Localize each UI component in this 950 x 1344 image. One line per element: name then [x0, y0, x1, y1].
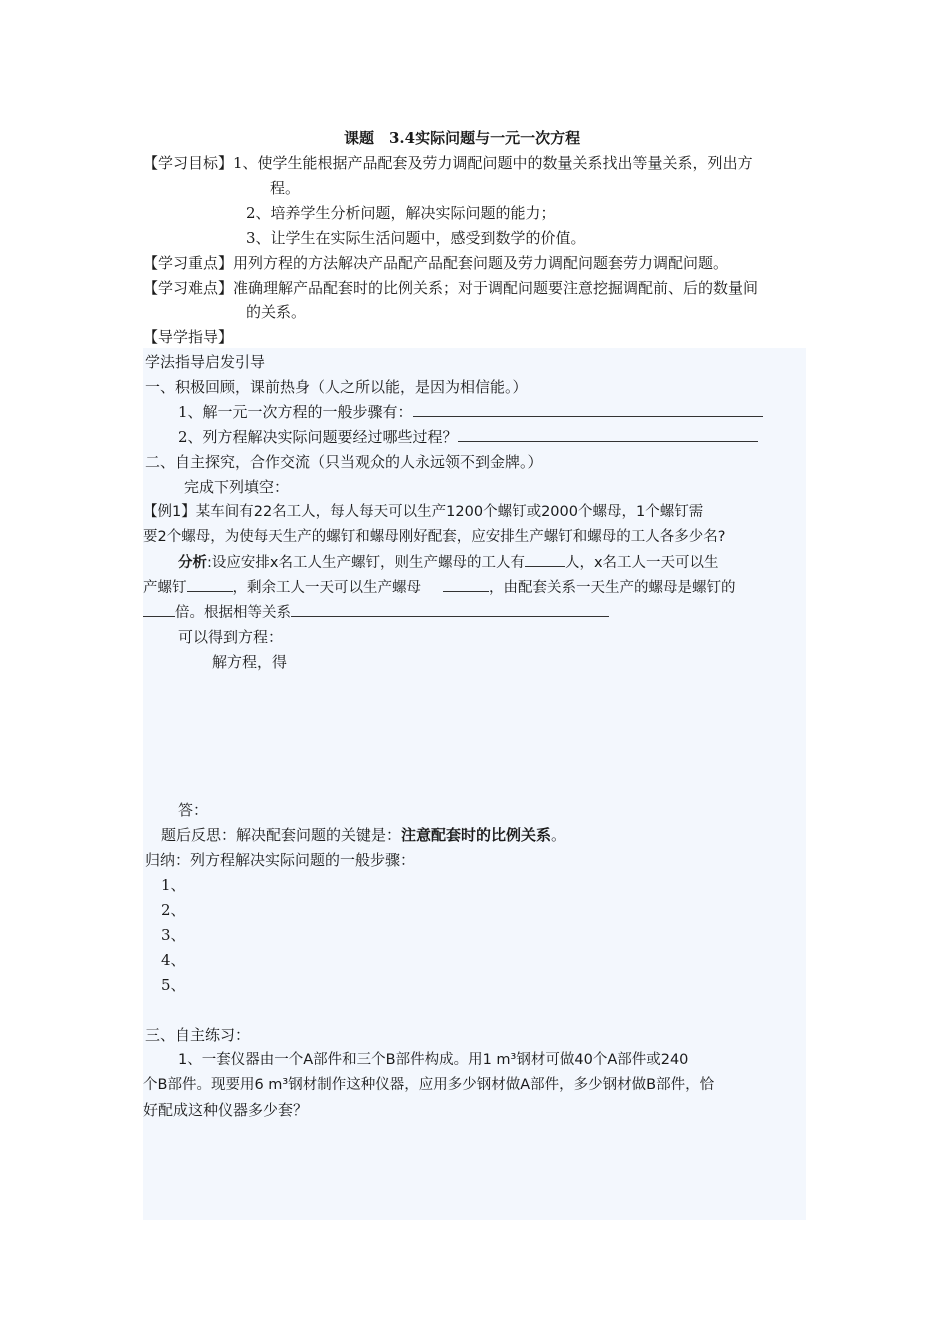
- reflection-key-text: 注意配套时的比例关系: [401, 826, 552, 844]
- key-point-text: 用列方程的方法解决产品配产品配套问题及劳力调配问题套劳力调配问题。: [233, 254, 729, 272]
- key-point-line: [143, 253, 728, 273]
- answer-blank: [187, 577, 233, 592]
- equation-prompt: 可以得到方程：: [178, 628, 284, 646]
- section-2-heading: 二、自主探究，合作交流（只当观众的人永远领不到金牌。）: [145, 453, 543, 471]
- guide-subtitle: 学法指导启发引导: [145, 353, 266, 371]
- example-1-line-1: 【例1】某车间有22名工人，每人每天可以生产1200个螺钉或2000个螺母，1个螺钉需: [143, 504, 704, 520]
- analysis-text: 产螺钉: [143, 580, 187, 596]
- goals-label: 【学习目标】: [143, 154, 234, 172]
- answer-prompt: 答：: [178, 801, 209, 819]
- analysis-text: ，剩余工人一天可以生产螺母: [232, 580, 421, 596]
- step-item: 1、: [161, 876, 186, 894]
- goals-line-1: [143, 153, 753, 173]
- answer-blank: [143, 602, 175, 617]
- step-item: 3、: [161, 926, 186, 944]
- reflection-line: [161, 825, 566, 845]
- answer-blank: [291, 602, 609, 617]
- step-item: 4、: [161, 951, 186, 969]
- section-3-heading: 三、自主练习：: [145, 1026, 251, 1044]
- reflection-text: 。: [551, 826, 567, 844]
- section-1-question-1: [178, 402, 763, 422]
- difficulty-text: 准确理解产品配套时的比例关系；对于调配问题要注意挖掘调配前、后的数量间: [233, 279, 759, 297]
- analysis-label: 分析: [178, 555, 207, 571]
- section-1-heading: 一、积极回顾，课前热身（人之所以能，是因为相信能。）: [145, 378, 528, 396]
- step-item: 2、: [161, 901, 186, 919]
- analysis-text: ，由配套关系一天生产的螺母是螺钉的: [489, 580, 736, 596]
- reflection-text: 题后反思：解决配套问题的关键是：: [161, 826, 402, 844]
- exercise-1-line-2: 个B部件。现要用6 m³钢材制作这种仪器，应用多少钢材做A部件，多少钢材做B部件，恰: [143, 1077, 715, 1093]
- goal-item-3: 3、让学生在实际生活问题中，感受到数学的价值。: [246, 229, 586, 247]
- analysis-line-1: [178, 552, 719, 573]
- difficulty-label: 【学习难点】: [143, 279, 234, 297]
- answer-blank: [525, 552, 565, 567]
- question-1-text: 1、解一元一次方程的一般步骤有：: [178, 403, 413, 421]
- page-title: 课题 3.4实际问题与一元一次方程: [344, 129, 581, 147]
- answer-blank: [443, 577, 489, 592]
- goal-item-1-cont: 程。: [270, 179, 301, 197]
- difficulty-line: [143, 278, 758, 298]
- solve-prompt: 解方程，得: [212, 653, 288, 671]
- answer-blank: [413, 402, 763, 417]
- key-point-label: 【学习重点】: [143, 254, 234, 272]
- analysis-text: 倍。根据相等关系: [175, 605, 291, 621]
- answer-blank: [458, 427, 758, 442]
- analysis-text: 人，x名工人一天可以生: [564, 555, 719, 571]
- difficulty-text-cont: 的关系。: [246, 303, 307, 321]
- question-2-text: 2、列方程解决实际问题要经过哪些过程？: [178, 428, 458, 446]
- analysis-text: :设应安排x名工人生产螺钉，则生产螺母的工人有: [207, 555, 525, 571]
- section-1-question-2: [178, 427, 758, 447]
- fill-instruction: 完成下列填空：: [184, 478, 290, 496]
- step-item: 5、: [161, 976, 186, 994]
- summary-heading: 归纳：列方程解决实际问题的一般步骤：: [145, 851, 416, 869]
- example-1-line-2: 要2个螺母，为使每天生产的螺钉和螺母刚好配套，应安排生产螺钉和螺母的工人各多少名?: [143, 529, 726, 545]
- guide-label: 【导学指导】: [143, 328, 234, 346]
- exercise-1-line-3: 好配成这种仪器多少套？: [143, 1101, 309, 1119]
- analysis-line-3: [143, 602, 609, 623]
- goal-item-1: 1、使学生能根据产品配套及劳力调配问题中的数量关系找出等量关系，列出方: [233, 154, 753, 172]
- analysis-line-2: [143, 577, 736, 598]
- goal-item-2: 2、培养学生分析问题，解决实际问题的能力；: [246, 204, 556, 222]
- exercise-1-line-1: 1、一套仪器由一个A部件和三个B部件构成。用1 m³钢材可做40个A部件或240: [178, 1052, 689, 1068]
